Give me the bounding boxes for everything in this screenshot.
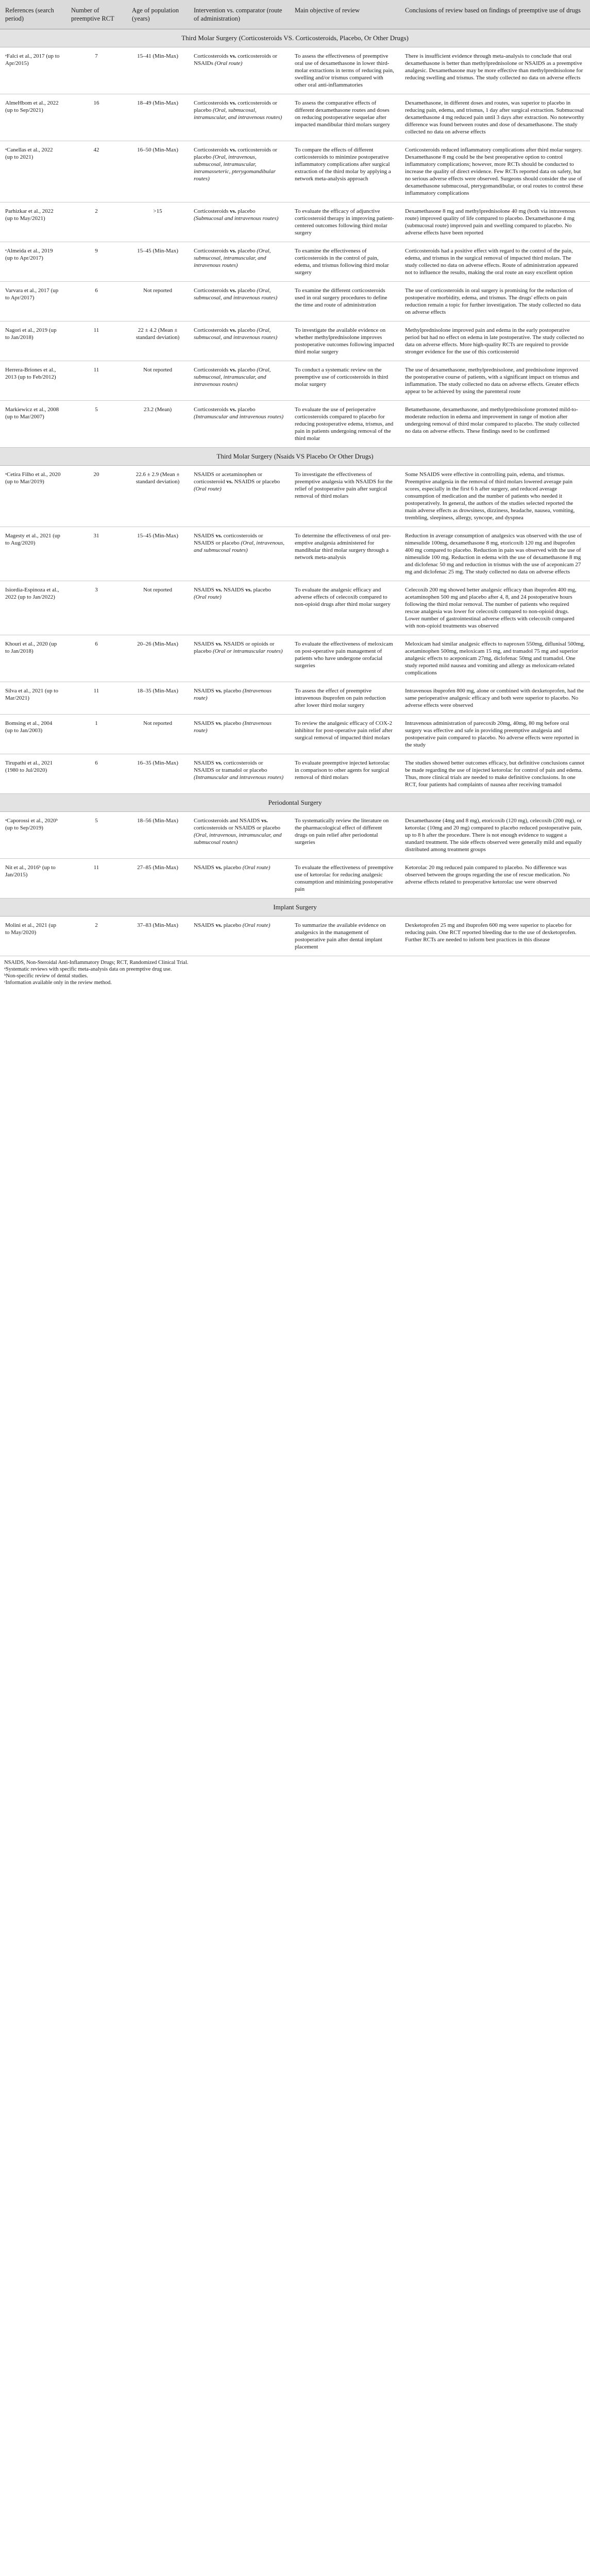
table-row (0, 242, 590, 282)
cell-intervention (189, 242, 290, 282)
section-row (0, 794, 590, 812)
table-row (0, 47, 590, 94)
comparator-drug: NSAIDS (222, 587, 246, 593)
route-of-administration: (Oral, intravenous, submucosal, intramuscular, intramasseteric, pterygomandibular routes) (194, 154, 276, 182)
comparator-drug: NSAIDS or opioids or placebo (194, 641, 275, 654)
comparator-drug: corticosteroids or NSAIDS or placebo (194, 825, 281, 831)
cell-conclusions: Dexamethasone (4mg and 8 mg), etoricoxib (120 mg), celecoxib (200 mg), or ketorolac (10mg and 20 mg) compared to placebo reduced postoperative pain, up to 8 h after the procedure. There is not enough evidence to suggest a standard treatment. The side effects observed were generally mild and equally distributed among treatment groups (400, 812, 590, 859)
route-of-administration: (Oral route) (194, 594, 222, 600)
intervention-drug: NSAIDS (194, 760, 216, 766)
cell-reference: Magesty et al., 2021 (up to Aug/2020) (0, 527, 66, 581)
cell-reference: Parhizkar et al., 2022 (up to May/2021) (0, 202, 66, 242)
header-intervention: Intervention vs. comparator (route of administration) (189, 0, 290, 29)
cell-age: 27–85 (Min-Max) (127, 859, 189, 899)
cell-conclusions: The use of dexamethasone, methylprednisolone, and prednisolone improved the postoperative course of patients, with a significant impact on trismus and inflammation. The study collected no data on adverse effects. Greater effects appear to be achieved by using the parenteral route (400, 361, 590, 401)
cell-age: 15–45 (Min-Max) (127, 242, 189, 282)
cell-reference: Markiewicz et al., 2008 (up to Mar/2007) (0, 401, 66, 448)
cell-age: 20–26 (Min-Max) (127, 635, 189, 682)
table-header (0, 0, 590, 29)
cell-conclusions: Celecoxib 200 mg showed better analgesic efficacy than ibuprofen 400 mg, acetaminophen 500 mg and placebo after 4, 8, and 24 postoperative hours following the third molar removal. The number of patients who required rescue analgesia was lower for celecoxib compared to non-opioid drugs. Lower number of gastrointestinal adverse effects with celecoxib compared with non-opioid treatments was observed (400, 581, 590, 635)
route-of-administration: (Oral route) (242, 922, 271, 928)
route-of-administration: (Oral route) (242, 865, 271, 871)
cell-intervention (189, 94, 290, 141)
cell-age: Not reported (127, 715, 189, 754)
cell-number-rct: 9 (66, 242, 127, 282)
cell-number-rct: 11 (66, 361, 127, 401)
cell-conclusions: Methylprednisolone improved pain and edema in the early postoperative period but had no effect on edema in late postoperative. The study collected no data on adverse effects. More high-quality RCTs are required to provide stronger evidence for the use of this corticosteroid (400, 321, 590, 361)
cell-objective: To determine the effectiveness of oral pre-emptive analgesia administered for mandibular third molar surgery through a network meta-analysis (290, 527, 400, 581)
cell-age: 23.2 (Mean) (127, 401, 189, 448)
cell-objective: To evaluate the efficacy of adjunctive corticosteroid therapy in improving patient-centered outcomes following third molar surgery (290, 202, 400, 242)
cell-intervention (189, 715, 290, 754)
cell-objective: To examine the effectiveness of corticosteroids in the control of pain, edema, and trismus following third molar surgery (290, 242, 400, 282)
comparator-drug: placebo (236, 327, 257, 333)
versus-label: vs. (215, 587, 223, 593)
cell-number-rct: 31 (66, 527, 127, 581)
cell-number-rct: 7 (66, 47, 127, 94)
cell-age: Not reported (127, 581, 189, 635)
cell-intervention (189, 282, 290, 321)
cell-objective: To summarize the available evidence on analgesics in the management of postoperative pain after dental implant placement (290, 917, 400, 956)
section-title: Periodontal Surgery (0, 794, 590, 812)
versus-label: vs. (215, 865, 223, 871)
versus-label: vs. (229, 248, 237, 254)
cell-reference: Nagori et al., 2019 (up to Jan/2018) (0, 321, 66, 361)
cell-objective: To compare the effects of different corticosteroids to minimize postoperative inflammatory complications after surgical extraction of the third molar by applying a network meta-analysis approach (290, 141, 400, 202)
cell-age: >15 (127, 202, 189, 242)
cell-age: 18–49 (Min-Max) (127, 94, 189, 141)
cell-reference: Herrera-Briones et al., 2013 (up to Feb/2012) (0, 361, 66, 401)
table-row (0, 581, 590, 635)
cell-intervention (189, 917, 290, 956)
comparator-drug: corticosteroids or NSAIDS or tramadol or placebo (194, 760, 267, 773)
cell-reference: ᵃCetira Filho et al., 2020 (up to Mar/2019) (0, 466, 66, 527)
cell-intervention (189, 527, 290, 581)
section-row (0, 29, 590, 47)
cell-intervention (189, 361, 290, 401)
cell-number-rct: 5 (66, 812, 127, 859)
intervention-drug: Corticosteroids (194, 287, 230, 294)
cell-conclusions: Dexamethasone 8 mg and methylprednisolone 40 mg (both via intravenous route) improved quality of life compared to placebo. Dexamethasone 4 mg (submucosal route) improved pain and swelling compared to placebo. No adverse effects have been reported (400, 202, 590, 242)
cell-reference: Molini et al., 2021 (up to May/2020) (0, 917, 66, 956)
table-row (0, 361, 590, 401)
cell-reference: Tirupathi et al., 2021 (1980 to Jul/2020) (0, 754, 66, 794)
route-of-administration: (Oral, intravenous, intramuscular, and submucosal routes) (194, 832, 282, 845)
cell-conclusions: There is insufficient evidence through meta-analysis to conclude that oral dexamethasone is better than methylprednisolone or NSAIDS as a preemptive analgesic. Dexamethasone may be more effective than methylprednisolone for reducing swelling and trismus. The study collected no data on adverse effects (400, 47, 590, 94)
versus-label: vs. (229, 100, 237, 106)
header-objective: Main objective of review (290, 0, 400, 29)
comparator-drug: placebo (222, 720, 243, 726)
footnote: NSAIDS, Non-Steroidal Anti-Inflammatory Drugs; RCT, Randomized Clinical Trial. (4, 960, 189, 965)
cell-age: 15–41 (Min-Max) (127, 47, 189, 94)
route-of-administration: (Intravenous route) (194, 720, 272, 734)
versus-label: vs. (229, 406, 237, 413)
versus-label: vs. (215, 922, 223, 928)
intervention-drug: NSAIDS (194, 865, 216, 871)
cell-age: Not reported (127, 361, 189, 401)
versus-label: vs. (229, 367, 237, 373)
versus-label: vs. (215, 720, 223, 726)
cell-reference: Silva et al., 2021 (up to Mar/2021) (0, 682, 66, 715)
table-row (0, 754, 590, 794)
cell-objective: To evaluate the use of perioperative corticosteroids compared to placebo for reducing postoperative edema, trismus, and pain in patients undergoing removal of the third molar (290, 401, 400, 448)
cell-age: 16–50 (Min-Max) (127, 141, 189, 202)
cell-intervention (189, 682, 290, 715)
table-row (0, 282, 590, 321)
cell-reference: ᵃCaporossi et al., 2020ᵇ (up to Sep/2019) (0, 812, 66, 859)
comparator-drug: corticosteroids or NSAIDs (194, 53, 277, 66)
cell-reference: ᵃFalci et al., 2017 (up to Apr/2015) (0, 47, 66, 94)
cell-intervention (189, 321, 290, 361)
cell-conclusions: Intravenous ibuprofen 800 mg, alone or combined with dexketoprofen, had the same perioperative analgesic efficacy and both were superior to placebo. No adverse effects were observed (400, 682, 590, 715)
cell-number-rct: 20 (66, 466, 127, 527)
intervention-drug: NSAIDS (194, 688, 216, 694)
cell-age: 18–56 (Min-Max) (127, 812, 189, 859)
table-row (0, 859, 590, 899)
section-row (0, 899, 590, 917)
cell-intervention (189, 141, 290, 202)
route-of-administration: (Oral or intramuscular routes) (212, 648, 283, 654)
header-conclusions: Conclusions of review based on findings of preemptive use of drugs (400, 0, 590, 29)
cell-objective: To evaluate the analgesic efficacy and adverse effects of celecoxib compared to non-opioid drugs after third molar surgery (290, 581, 400, 635)
table-row (0, 682, 590, 715)
cell-conclusions: Corticosteroids had a positive effect with regard to the control of the pain, edema, and trismus in the surgical removal of impacted third molars. The study collected no data on adverse effects. Route of administration appeared not to influence the results, making the oral route an easy excellent option (400, 242, 590, 282)
cell-objective: To systematically review the literature on the pharmacological effect of different drugs on pain relief after periodontal surgeries (290, 812, 400, 859)
cell-reference: Varvara et al., 2017 (up to Apr/2017) (0, 282, 66, 321)
cell-conclusions: Corticosteroids reduced inflammatory complications after third molar surgery. Dexamethasone 8 mg could be the best preoperative option to control inflammatory complications; however, more RCTs should be conducted to increase the quality of direct evidence. Few RCTs reported data on safety, but no serious adverse effects were observed. Surgeons should consider the use of dexamethasone submucosal, pterygomandibular, or oral routes to control these inflammatory complications (400, 141, 590, 202)
intervention-drug: Corticosteroids (194, 208, 230, 214)
cell-number-rct: 6 (66, 282, 127, 321)
intervention-drug: Corticosteroids (194, 406, 230, 413)
table-row (0, 401, 590, 448)
versus-label: vs. (215, 760, 223, 766)
table-row (0, 715, 590, 754)
footnotes (0, 956, 590, 989)
cell-conclusions: The studies showed better outcomes efficacy, but definitive conclusions cannot be made regarding the use of injected ketorolac for control of pain and edema. Thus, more clinical trials are needed to make definitive conclusions. In one RCT, four patients had complaints of nausea after receiving tramadol (400, 754, 590, 794)
cell-intervention (189, 635, 290, 682)
comparator-drug: placebo (236, 287, 257, 294)
cell-objective: To assess the comparative effects of different dexamethasone routes and doses on reducing postoperative sequelae after impacted mandibular third molars surgery (290, 94, 400, 141)
route-of-administration: (Oral route) (194, 486, 222, 492)
route-of-administration: (Intravenous route) (194, 688, 272, 701)
route-of-administration: (Oral route) (214, 60, 243, 66)
cell-age: 15–45 (Min-Max) (127, 527, 189, 581)
intervention-drug: NSAIDS or acetaminophen or corticosteroid (194, 471, 262, 485)
cell-objective: To evaluate preemptive injected ketorolac in comparison to other agents for surgical removal of third molars (290, 754, 400, 794)
table-row (0, 917, 590, 956)
cell-intervention (189, 812, 290, 859)
table-row (0, 94, 590, 141)
cell-number-rct: 11 (66, 859, 127, 899)
cell-objective: To examine the different corticosteroids used in oral surgery procedures to define the time and route of administration (290, 282, 400, 321)
cell-objective: To evaluate the effectiveness of meloxicam on post-operative pain management of patients who have undergone orofacial surgeries (290, 635, 400, 682)
table-row (0, 527, 590, 581)
route-of-administration: (Submucosal and intravenous routes) (194, 215, 279, 222)
cell-reference: Isiordia-Espinoza et al., 2022 (up to Jan/2022) (0, 581, 66, 635)
versus-label: vs. (229, 327, 237, 333)
header-references: References (search period) (0, 0, 66, 29)
cell-number-rct: 16 (66, 94, 127, 141)
route-of-administration: (Oral, submucosal, and intravenous routes) (194, 327, 278, 341)
cell-intervention (189, 581, 290, 635)
intervention-drug: Corticosteroids and NSAIDS (194, 818, 262, 824)
cell-number-rct: 2 (66, 202, 127, 242)
comparator-drug: placebo (222, 865, 243, 871)
table-row (0, 466, 590, 527)
table-row (0, 202, 590, 242)
cell-conclusions: Dexketoprofen 25 mg and ibuprofen 600 mg were superior to placebo for reducing pain. One RCT reported bleeding due to the use of dexketoprofen. Further RCTs are needed to inform best practices in this disease (400, 917, 590, 956)
cell-intervention (189, 401, 290, 448)
versus-label: vs. (215, 641, 223, 647)
intervention-drug: Corticosteroids (194, 248, 230, 254)
cell-objective: To assess the effect of preemptive intravenous ibuprofen on pain reduction after lower third molar surgery (290, 682, 400, 715)
cell-reference: AlmeHbom et al., 2022 (up to Sep/2021) (0, 94, 66, 141)
cell-number-rct: 11 (66, 682, 127, 715)
comparator-drug: placebo (222, 688, 243, 694)
intervention-drug: NSAIDS (194, 720, 216, 726)
cell-objective: To investigate the available evidence on whether methylprednisolone improves postoperative outcomes following impacted third molar surgery (290, 321, 400, 361)
cell-age: Not reported (127, 282, 189, 321)
versus-label: vs. (245, 587, 252, 593)
section-title: Implant Surgery (0, 899, 590, 917)
review-table (0, 0, 590, 956)
cell-conclusions: Intravenous administration of parecoxib 20mg, 40mg, 80 mg before oral surgery was effective and safe in providing preemptive analgesia and postoperative pain compared to placebo. No adverse effects were reported in the study (400, 715, 590, 754)
comparator-drug: placebo (236, 406, 256, 413)
cell-number-rct: 42 (66, 141, 127, 202)
intervention-drug: Corticosteroids (194, 53, 230, 59)
versus-label: vs. (229, 208, 237, 214)
versus-label: vs. (226, 479, 233, 485)
cell-intervention (189, 466, 290, 527)
intervention-drug: NSAIDS (194, 641, 216, 647)
footnote: ᵇNon-specific review of dental studies. (4, 973, 88, 979)
comparator-drug: placebo (222, 922, 243, 928)
section-title: Third Molar Surgery (Corticosteroids VS. Corticosteroids, Placebo, Or Other Drugs) (0, 29, 590, 47)
table-row (0, 141, 590, 202)
cell-conclusions: Dexamethasone, in different doses and routes, was superior to placebo in reducing pain, edema, and trismus, 1 day after surgical extraction. Submucosal dexamethasone 4 mg reduced pain until 3 days after extraction. No noteworthy difference was found between routes and dose of dexamethasone. The study collected no data on adverse effects (400, 94, 590, 141)
comparator-drug: placebo (251, 587, 271, 593)
cell-number-rct: 5 (66, 401, 127, 448)
cell-conclusions: The use of corticosteroids in oral surgery is promising for the reduction of postoperative morbidity, edema, and trismus. The drugs' effects on pain reduction remain a topic for further investigation. The study collected no data on adverse effects (400, 282, 590, 321)
cell-intervention (189, 859, 290, 899)
versus-label: vs. (215, 688, 223, 694)
cell-age: 22 ± 4.2 (Mean ± standard deviation) (127, 321, 189, 361)
cell-objective: To review the analgesic efficacy of COX-2 inhibitor for post-operative pain relief after surgical removal of impacted third molars (290, 715, 400, 754)
footnote: ᵃSystematic reviews with specific meta-analysis data on preemptive drug use. (4, 967, 172, 972)
cell-objective: To assess the effectiveness of preemptive oral use of dexamethasone in lower third-molar extractions in terms of reducing pain, swelling and/or trismus compared with other oral anti-inflammatories (290, 47, 400, 94)
cell-reference: ᵃAlmeida et al., 2019 (up to Apr/2017) (0, 242, 66, 282)
cell-intervention (189, 202, 290, 242)
intervention-drug: NSAIDS (194, 922, 216, 928)
route-of-administration: (Oral, submucosal, intramuscular, and intravenous routes) (194, 367, 271, 387)
versus-label: vs. (229, 147, 237, 153)
cell-age: 18–35 (Min-Max) (127, 682, 189, 715)
versus-label: vs. (229, 53, 237, 59)
intervention-drug: Corticosteroids (194, 100, 230, 106)
cell-objective: To conduct a systematic review on the preemptive use of corticosteroids in third molar surgery (290, 361, 400, 401)
intervention-drug: NSAIDS (194, 587, 216, 593)
route-of-administration: (Oral, intravenous, and submucosal routes) (194, 540, 284, 553)
cell-conclusions: Ketorolac 20 mg reduced pain compared to placebo. No difference was observed between the groups regarding the use of rescue medication. No adverse effects related to preoperative ketorolac use were observed (400, 859, 590, 899)
cell-conclusions: Betamethasone, dexamethasone, and methylprednisolone promoted mild-to-moderate reduction in edema and improvement in range of motion after undergoing removal of third molar compared to placebo. The study collected no data on adverse effects. These findings need to be confirmed (400, 401, 590, 448)
cell-conclusions: Reduction in average consumption of analgesics was observed with the use of nimesulide 100mg, dexamethasone 8 mg, etoricoxib 120 mg and ibuprofen 400 mg compared to placebo. Reduction in pain was observed with the use of nimesulide 100 mg. Reduction in edema with the use of dexamethasone 8 mg and diclofenac 50 mg and reduction in trismus with the use of aceponicam 27 mg and diclofenac 25 mg. The study collected no data on adverse effects (400, 527, 590, 581)
comparator-drug: corticosteroids or placebo (194, 147, 277, 160)
header-age: Age of population (years) (127, 0, 189, 29)
header-row (0, 0, 590, 29)
table-row (0, 321, 590, 361)
intervention-drug: Corticosteroids (194, 147, 230, 153)
cell-conclusions: Meloxicam had similar analgesic effects to naproxen 550mg, diflunisal 500mg, acetaminophen 500mg, meloxicam 15 mg, and tramadol 75 mg and superior analgesic effects to aceponicam 27mg, diclofenac 50mg and tramadol. One study reported mild nausea and vomiting and allergy as meloxicam-related complications (400, 635, 590, 682)
section-title: Third Molar Surgery (Nsaids VS Placebo Or Other Drugs) (0, 448, 590, 466)
intervention-drug: Corticosteroids (194, 327, 230, 333)
section-row (0, 448, 590, 466)
cell-intervention (189, 754, 290, 794)
cell-reference: ᵃCanellas et al., 2022 (up to 2021) (0, 141, 66, 202)
table-body (0, 29, 590, 956)
footnote: ᶜInformation available only in the review method. (4, 980, 112, 986)
cell-number-rct: 3 (66, 581, 127, 635)
comparator-drug: placebo (236, 367, 257, 373)
cell-reference: Nit et al., 2016ᵇ (up to Jan/2015) (0, 859, 66, 899)
table-row (0, 635, 590, 682)
table-row (0, 812, 590, 859)
cell-age: 22.6 ± 2.9 (Mean ± standard deviation) (127, 466, 189, 527)
route-of-administration: (Intramuscular and intravenous routes) (194, 774, 284, 781)
comparator-drug: placebo (236, 248, 257, 254)
cell-number-rct: 11 (66, 321, 127, 361)
route-of-administration: (Oral, submucosal, intramuscular, and intravenous routes) (194, 248, 271, 268)
cell-reference: Khouri et al., 2020 (up to Jan/2018) (0, 635, 66, 682)
comparator-drug: corticosteroids or NSAIDS or placebo (194, 533, 263, 546)
cell-reference: Bomsing et al., 2004 (up to Jan/2003) (0, 715, 66, 754)
cell-number-rct: 2 (66, 917, 127, 956)
comparator-drug: corticosteroids or placebo (194, 100, 277, 113)
route-of-administration: (Oral, submucosal, intramuscular, and intravenous routes) (194, 107, 282, 121)
cell-objective: To investigate the effectiveness of preemptive analgesia with NSAIDS for the relief of postoperative pain after surgical removal of third molars (290, 466, 400, 527)
route-of-administration: (Intramuscular and intravenous routes) (194, 414, 284, 420)
comparator-drug: placebo (236, 208, 256, 214)
cell-age: 37–83 (Min-Max) (127, 917, 189, 956)
cell-conclusions: Some NSAIDS were effective in controlling pain, edema, and trismus. Preemptive analgesia in the removal of third molars lowered average pain scores, especially in the first 6 h after surgery, and reduced average consumption of medication and the number of patients who needed it postoperatively. In general, the authors of the studies selected reported the main adverse effects as drowsiness, dizziness, headache, nausea, vomiting, trembling, sleepiness, allergy, syncope, and dyspnea (400, 466, 590, 527)
cell-intervention (189, 47, 290, 94)
cell-number-rct: 1 (66, 715, 127, 754)
versus-label: vs. (261, 818, 268, 824)
cell-number-rct: 6 (66, 754, 127, 794)
versus-label: vs. (229, 287, 237, 294)
cell-age: 16–35 (Min-Max) (127, 754, 189, 794)
intervention-drug: Corticosteroids (194, 367, 230, 373)
intervention-drug: NSAIDS (194, 533, 216, 539)
route-of-administration: (Oral, submucosal, and intravenous routes) (194, 287, 278, 301)
comparator-drug: NSAIDS or placebo (232, 479, 280, 485)
cell-objective: To evaluate the effectiveness of preemptive use of ketorolac for reducing analgesic consumption and minimizing postoperative pain (290, 859, 400, 899)
cell-number-rct: 6 (66, 635, 127, 682)
versus-label: vs. (215, 533, 223, 539)
header-number-rct: Number of preemptive RCT (66, 0, 127, 29)
